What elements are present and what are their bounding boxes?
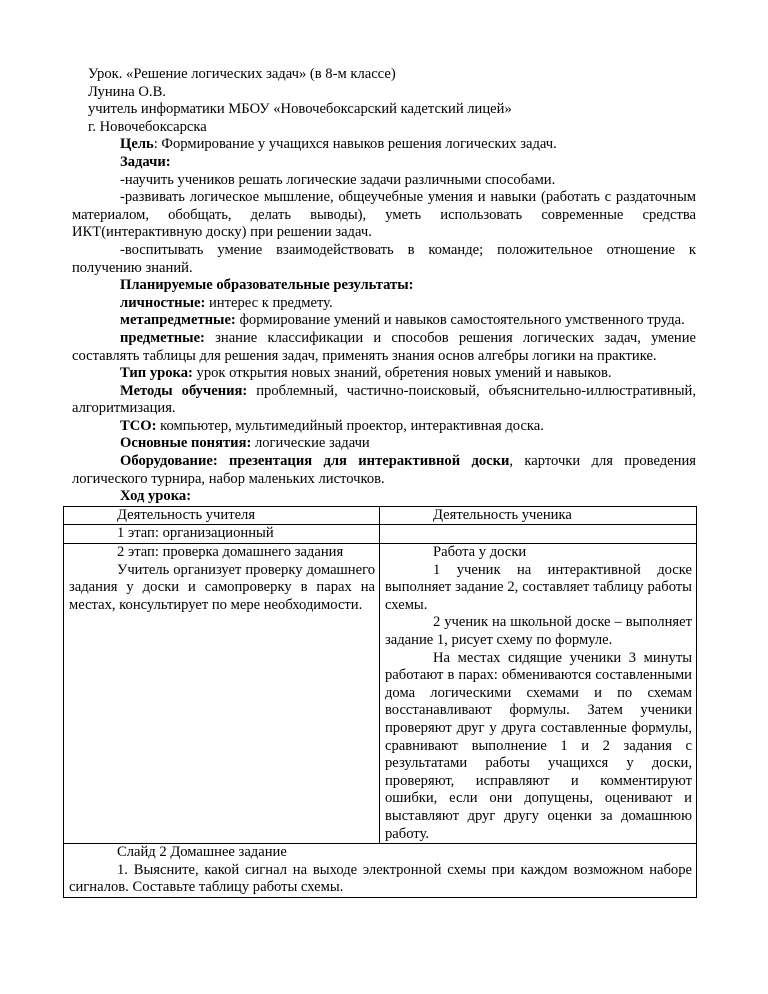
- slide-text: 1. Выясните, какой сигнал на выходе электронной схемы при каждом возможном наборе сигналов. Составьте таблицу работы схемы.: [69, 861, 692, 896]
- results-meta: метапредметные: формирование умений и навыков самостоятельного умственного труда.: [120, 312, 685, 329]
- task-item-2: -развивать логическое мышление, общеучебные умения и навыки (работать с раздаточным материалом, обобщать, делать выводы), уметь использовать современные средства ИКТ(интерактивную доску) при решении задач.: [72, 189, 696, 241]
- city: г. Новочебоксарска: [88, 118, 207, 135]
- task-item-1: -научить учеников решать логические задачи различными способами.: [120, 171, 556, 188]
- author-position: учитель информатики МБОУ «Новочебоксарский кадетский лицей»: [88, 101, 512, 118]
- tso: ТСО: компьютер, мультимедийный проектор, интерактивная доска.: [120, 417, 544, 434]
- equipment: Оборудование: презентация для интерактивной доски, карточки для проведения логического турнира, набор маленьких листочков.: [72, 453, 696, 487]
- col-header-student: Деятельность ученика: [380, 506, 697, 525]
- col-header-teacher: Деятельность учителя: [64, 506, 380, 525]
- document-page: [69, 66, 696, 898]
- student-p3: На местах сидящие ученики 3 минуты работают в парах: обмениваются составленными дома логическими схемами и по схемам восстанавливают формулы. Затем ученики проверяют друг у друга составленные формулы, сравнивают выполнение 1 и 2 задания с результатами работы учащихся у доски, проверяют, исправляют и комментируют ошибки, если они допущены, оценивают и выставляют друг другу оценки за домашнюю работу.: [385, 649, 692, 842]
- teacher-text: Учитель организует проверку домашнего задания у доски и самопроверку в парах на местах, консультирует по мере необходимости.: [69, 561, 375, 613]
- lesson-title: Урок. «Решение логических задач» (в 8-м классе): [88, 66, 396, 82]
- course-title: Ход урока:: [120, 488, 192, 505]
- table-row: [64, 844, 697, 898]
- lesson-table: [63, 506, 697, 898]
- table-row: [64, 506, 697, 525]
- table-row: [64, 525, 697, 544]
- concepts: Основные понятия: логические задачи: [120, 435, 370, 452]
- lesson-type: Тип урока: урок открытия новых знаний, обретения новых умений и навыков.: [120, 365, 612, 382]
- results-subject: предметные: знание классификации и способов решения логических задач, умение составлять таблицы для решения задач, применять знания основ алгебры логики на практике.: [72, 329, 696, 364]
- goal-text: : Формирование у учащихся навыков решения логических задач.: [153, 136, 557, 153]
- homework-cell: [64, 844, 697, 898]
- results-personal: личностные: интерес к предмету.: [120, 294, 333, 311]
- empty-cell: [380, 525, 697, 544]
- tasks-title: Задачи:: [120, 153, 171, 170]
- slide-title: Слайд 2 Домашнее задание: [117, 844, 287, 861]
- goal-line: [72, 136, 696, 154]
- student-title: Работа у доски: [433, 544, 527, 561]
- stage-1-cell: 1 этап: организационный: [64, 525, 380, 544]
- task-item-3: -воспитывать умение взаимодействовать в команде; положительное отношение к получению знаний.: [72, 241, 696, 276]
- stage-2-title: 2 этап: проверка домашнего задания: [117, 544, 344, 561]
- goal-label: Цель: [120, 136, 154, 153]
- results-title: Планируемые образовательные результаты:: [120, 277, 414, 294]
- methods: Методы обучения: проблемный, частично-поисковый, объяснительно-иллюстративный, алгоритмизация.: [72, 382, 696, 417]
- student-activity-cell: [380, 544, 697, 844]
- author-name: Лунина О.В.: [88, 83, 166, 100]
- teacher-activity-cell: [64, 544, 380, 844]
- student-p1: 1 ученик на интерактивной доске выполняет задание 2, составляет таблицу работы схемы.: [385, 561, 692, 613]
- table-row: [64, 544, 697, 844]
- student-p2: 2 ученик на школьной доске – выполняет задание 1, рисует схему по формуле.: [385, 614, 692, 648]
